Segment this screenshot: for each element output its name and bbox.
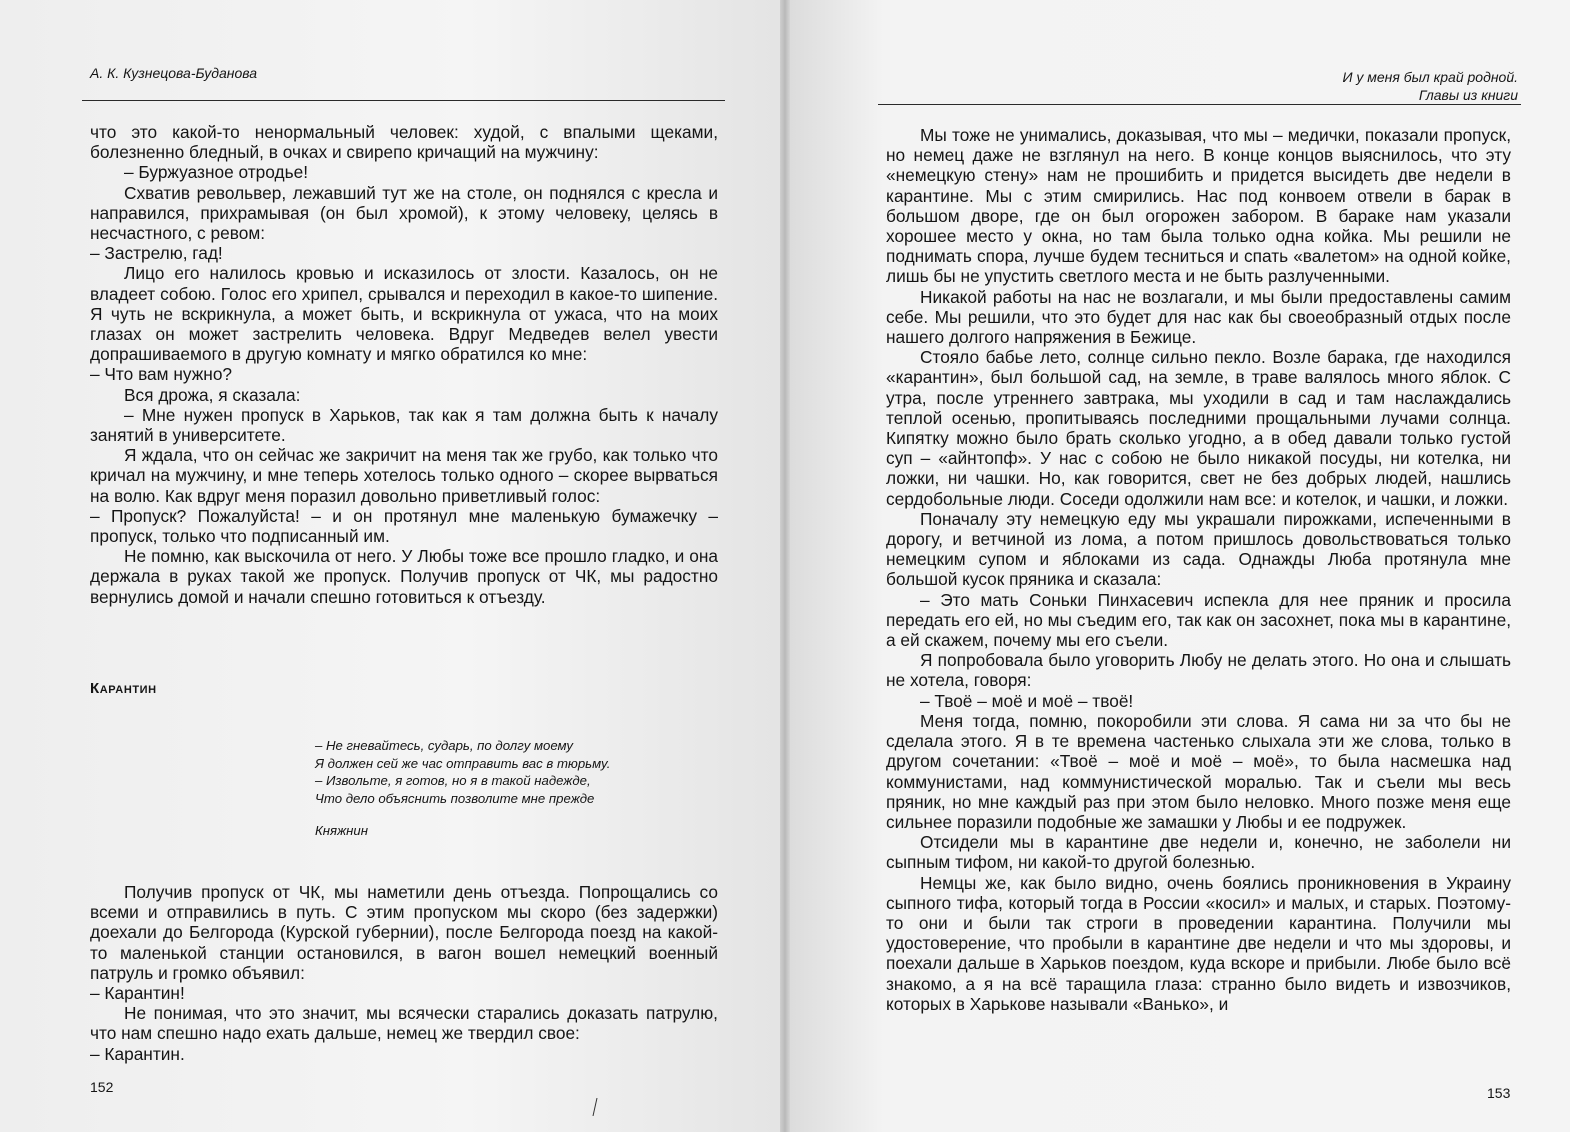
pencil-mark	[592, 1098, 598, 1116]
left-body-text-bottom	[90, 882, 718, 1064]
right-running-header	[1342, 68, 1518, 104]
paragraph: Никакой работы на нас не возлагали, и мы были предоставлены самим себе. Мы решили, что это будет для нас как бы своеобразный отдых после нашего долгого напряжения в Бежице.	[886, 286, 1511, 348]
paragraph: Я ждала, что он сейчас же закричит на меня так же грубо, как только что кричал на мужчину, и мне теперь хотелось только одного – скорее вырваться на волю. Как вдруг меня поразил довольно приветливый голос:	[90, 445, 718, 506]
paragraph: – Что вам нужно?	[90, 364, 233, 385]
paragraph: Вся дрожа, я сказала:	[124, 384, 301, 405]
left-running-header: А. К. Кузнецова-Буданова	[90, 65, 258, 81]
right-header-line: И у меня был край родной.	[1342, 69, 1518, 85]
left-header-rule	[82, 100, 725, 101]
right-body-text	[886, 125, 1511, 1014]
paragraph: – Твоё – моё и моё – твоё!	[920, 690, 1134, 711]
paragraph: Лицо его налилось кровью и исказилось от злости. Казалось, он не владеет собою. Голос его хрипел, срывался и переходил в какое-то шипение. Я чуть не вскрикнула, а может быть, и вскрикнула от ужаса, что на моих глазах он может застрелить человека. Вдруг Медведев велел увести допрашиваемого в другую комнату и мягко обратился ко мне:	[90, 263, 718, 365]
right-header-rule	[878, 104, 1521, 105]
book-gutter	[780, 0, 790, 1132]
paragraph: Отсидели мы в карантине две недели и, конечно, не заболели ни сыпным тифом, ни какой-то другой болезнью.	[886, 832, 1511, 873]
paragraph: Не помню, как выскочила от него. У Любы тоже все прошло гладко, и она держала в руках такой же пропуск. Получив пропуск от ЧК, мы радостно вернулись домой и начали спешно готовиться к отъезду.	[90, 546, 718, 607]
epigraph-author: Княжнин	[315, 823, 368, 838]
section-title: Карантин	[90, 680, 157, 697]
paragraph: – Карантин.	[90, 1043, 185, 1064]
right-header-line: Главы из книги	[1418, 87, 1518, 103]
paragraph: – Это мать Соньки Пинхасевич испекла для нее пряник и просила передать его ей, но мы съедим его, так как он засохнет, пока мы в карантине, а ей скажем, почему мы его съели.	[886, 589, 1511, 651]
paragraph: – Застрелю, гад!	[90, 243, 223, 264]
epigraph-line: Что дело объяснить позволите мне прежде	[315, 790, 595, 806]
paragraph: Получив пропуск от ЧК, мы наметили день отъезда. Попрощались со всеми и отправились в путь. С этим пропуском мы скоро (без задержки) доехали до Белгорода (Курской губернии), после Белгорода поезд на какой-то маленькой станции остановился, в вагон вошел немецкий военный патруль и громко объявил:	[90, 882, 718, 983]
paragraph: Немцы же, как было видно, очень боялись проникновения в Украину сыпного тифа, который тогда в России «косил» и малых, и старых. Поэтому-то они и были так строги в проведении карантина. Получили мы удостоверение, что пробыли в карантине две недели и что мы здоровы, и поехали дальше в Харьков поездом, куда вскоре и прибыли. Любе было всё знакомо, а я на всё таращила глаза: странно было видеть и извозчиков, которых в Харькове называли «Ванько», и	[886, 872, 1511, 1014]
paragraph: Мы тоже не унимались, доказывая, что мы – медички, показали пропуск, но немец даже не взглянул на него. В конце концов выяснилось, что эту «немецкую стену» нам не прошибить и придется высидеть две недели в карантине. Мы с этим смирились. Нас под конвоем отвели в барак в большом дворе, где он был огорожен забором. В бараке нам указали хорошее место у окна, но там была только одна койка. Мы решили не поднимать спора, лучше будем тесниться и спать «валетом» на одной койке, лишь бы не упустить светлого места и не быть разлученными.	[886, 125, 1511, 287]
paragraph: Стояло бабье лето, солнце сильно пекло. Возле барака, где находился «карантин», был большой сад, на земле, в траве валялось много яблок. С утра, после утреннего завтрака, мы уходили в сад и там наслаждались теплой осенью, пропитываясь последними прощальными лучами солнца. Кипятку можно было брать сколько угодно, а в обед давали только густой суп – «айнтопф». У нас с собою не было никакой посуды, ни котелка, ни ложки, ни чашки. Но, как говорится, свет не без добрых людей, нашлись сердобольные люди. Соседи одолжили нам все: и котелок, и чашки, и ложки.	[886, 347, 1511, 509]
paragraph: Меня тогда, помню, покоробили эти слова. Я сама ни за что бы не сделала этого. Я в те времена частенько слыхала эти же слова, только в другом сочетании: «Твоё – моё и моё – моё», то была насмешка над коммунистами, над коммунистической моралью. Так и съели мы весь пряник, но мне каждый раз при этом было неловко. Много позже меня еще сильнее поразили подобные же замашки у Любы и ее подружек.	[886, 710, 1511, 832]
paragraph: Схватив револьвер, лежавший тут же на столе, он поднялся с кресла и направился, прихрамывая (он был хромой), к этому человеку, целясь в несчастного, с ревом:	[90, 182, 718, 244]
right-page	[790, 0, 1570, 1132]
paragraph: – Пропуск? Пожалуйста! – и он протянул мне маленькую бумажечку – пропуск, только что подписанный им.	[90, 505, 718, 547]
right-page-number: 153	[1487, 1085, 1511, 1101]
epigraph-line: Я должен сей же час отправить вас в тюрьму.	[315, 755, 611, 771]
left-page	[0, 0, 780, 1132]
left-body-text-top	[90, 122, 718, 607]
paragraph: – Мне нужен пропуск в Харьков, так как я там должна быть к началу занятий в университете.	[90, 404, 718, 446]
paragraph: – Карантин!	[90, 983, 185, 1004]
paragraph: – Буржуазное отродье!	[124, 162, 309, 183]
paragraph: Не понимая, что это значит, мы всячески старались доказать патрулю, что нам спешно надо ехать дальше, немец же твердил свое:	[90, 1003, 718, 1044]
paragraph: Я попробовала было уговорить Любу не делать этого. Но она и слышать не хотела, говоря:	[886, 650, 1511, 691]
epigraph	[315, 737, 610, 840]
epigraph-line: – Извольте, я готов, но я в такой надежде,	[315, 773, 591, 788]
epigraph-line: – Не гневайтесь, сударь, по долгу моему	[315, 738, 573, 753]
paragraph: что это какой-то ненормальный человек: худой, с впалыми щеками, болезненно бледный, в очках и свирепо кричащий на мужчину:	[90, 122, 718, 163]
left-page-number: 152	[90, 1079, 114, 1095]
paragraph: Поначалу эту немецкую еду мы украшали пирожками, испеченными в дорогу, и ветчиной из лома, а потом пришлось довольствоваться только немецким супом и яблоками из сада. Однажды Люба протянула мне большой кусок пряника и сказала:	[886, 508, 1511, 590]
